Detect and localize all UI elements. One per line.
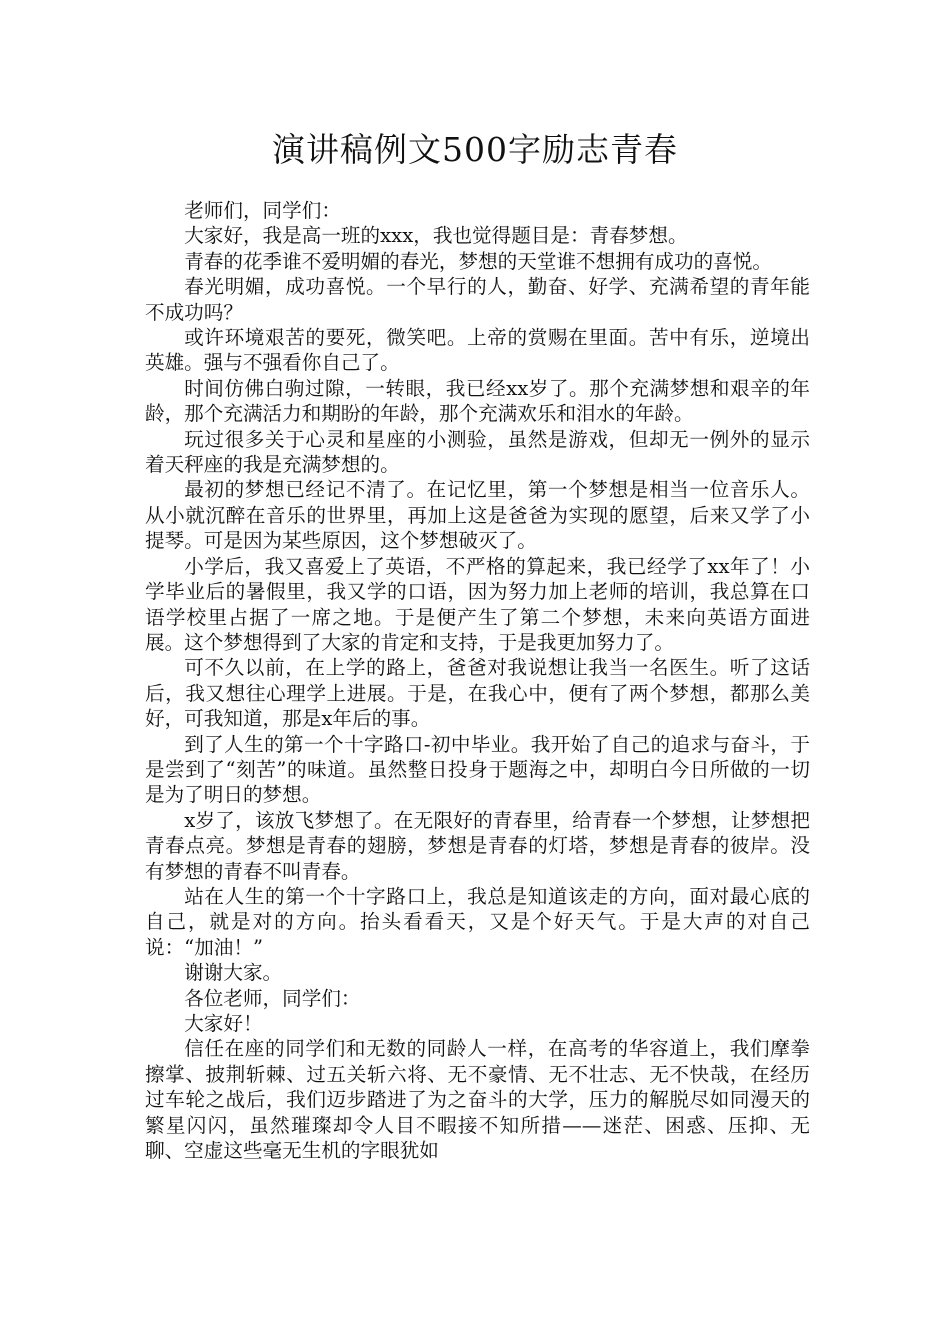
paragraph: 各位老师，同学们： xyxy=(184,986,361,1010)
paragraph: 信任在座的同学们和无数的同龄人一样，在高考的华容道上，我们摩拳擦掌、披荆斩棘、过五关斩六将、无不豪情、无不壮志、无不快哉，在经历过车轮之战后，我们迈步踏进了为之奋斗的大学，压力的解脱尽如同漫天的繁星闪闪，虽然璀璨却令人目不暇接不知所措——迷茫、困惑、压抑、无聊、空虚这些毫无生机的字眼犹如 xyxy=(145,1037,810,1163)
paragraph: 最初的梦想已经记不清了。在记忆里，第一个梦想是相当一位音乐人。从小就沉醉在音乐的世界里，再加上这是爸爸为实现的愿望，后来又学了小提琴。可是因为某些原因，这个梦想破灭了。 xyxy=(145,478,810,553)
document-title: 演讲稿例文500字励志青春 xyxy=(272,130,678,169)
paragraph: 大家好！ xyxy=(184,1012,263,1035)
paragraph: 青春的花季谁不爱明媚的春光，梦想的天堂谁不想拥有成功的喜悦。 xyxy=(184,249,772,273)
paragraph: 时间仿佛白驹过隙，一转眼，我已经xx岁了。那个充满梦想和艰辛的年龄，那个充满活力和期盼的年龄，那个充满欢乐和泪水的年龄。 xyxy=(145,376,810,426)
paragraph: 站在人生的第一个十字路口上，我总是知道该走的方向，面对最心底的自己，就是对的方向。抬头看看天，又是个好天气。于是大声的对自己说：“加油！” xyxy=(145,884,810,959)
paragraph: 春光明媚，成功喜悦。一个早行的人，勤奋、好学、充满希望的青年能不成功吗？ xyxy=(145,275,810,324)
paragraph: x岁了，该放飞梦想了。在无限好的青春里，给青春一个梦想，让梦想把青春点亮。梦想是青春的翅膀，梦想是青春的灯塔，梦想是青春的彼岸。没有梦想的青春不叫青春。 xyxy=(145,808,810,883)
document-body xyxy=(145,198,810,1163)
paragraph: 小学后，我又喜爱上了英语，不严格的算起来，我已经学了xx年了！小学毕业后的暑假里，我又学的口语，因为努力加上老师的培训，我总算在口语学校里占据了一席之地。于是便产生了第二个梦想，未来向英语方面进展。这个梦想得到了大家的肯定和支持，于是我更加努力了。 xyxy=(145,554,810,654)
paragraph: 谢谢大家。 xyxy=(184,961,283,985)
paragraph: 玩过很多关于心灵和星座的小测验，虽然是游戏，但却无一例外的显示着天秤座的我是充满梦想的。 xyxy=(145,427,810,477)
paragraph: 到了人生的第一个十字路口-初中毕业。我开始了自己的追求与奋斗，于是尝到了“刻苦”的味道。虽然整日投身于题海之中，却明白今日所做的一切是为了明日的梦想。 xyxy=(145,732,810,807)
paragraph: 或许环境艰苦的要死，微笑吧。上帝的赏赐在里面。苦中有乐，逆境出英雄。强与不强看你自己了。 xyxy=(145,326,810,375)
paragraph: 大家好，我是高一班的xxx，我也觉得题目是：青春梦想。 xyxy=(184,224,688,248)
paragraph: 可不久以前，在上学的路上，爸爸对我说想让我当一名医生。听了这话后，我又想往心理学上进展。于是，在我心中，便有了两个梦想，都那么美好，可我知道，那是x年后的事。 xyxy=(145,656,810,731)
paragraph: 老师们，同学们： xyxy=(184,199,341,222)
